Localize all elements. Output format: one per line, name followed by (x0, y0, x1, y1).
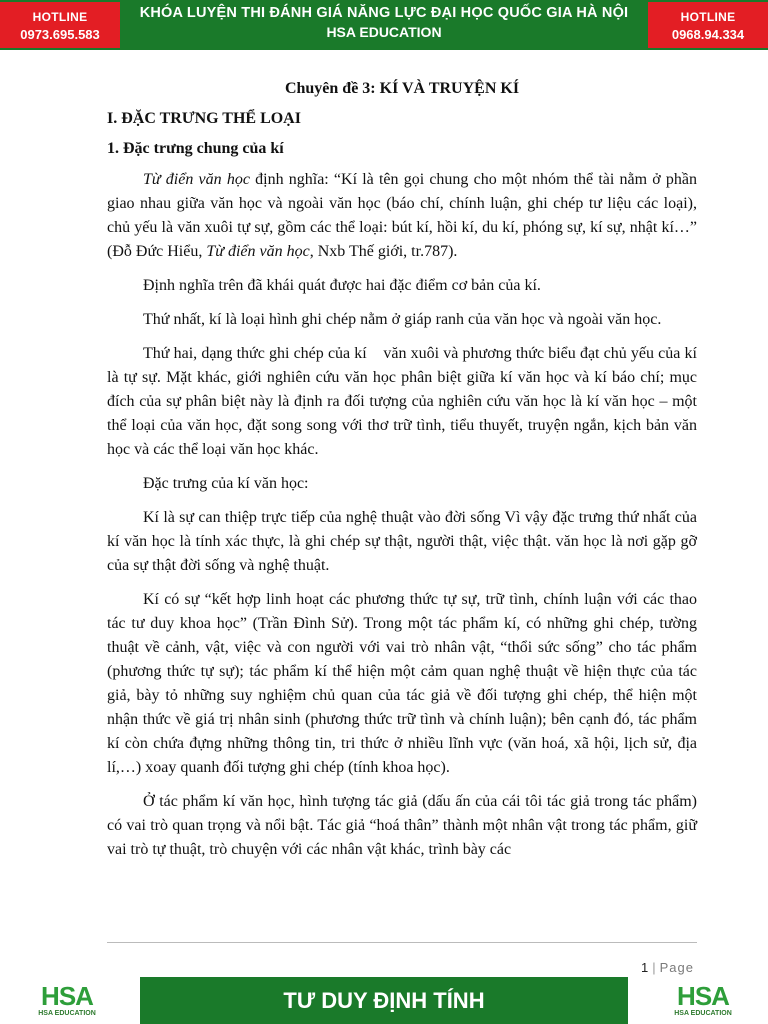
paragraph-2: Định nghĩa trên đã khái quát được hai đặc điểm cơ bản của kí. (143, 277, 541, 294)
logo-mark-right: HSA (677, 981, 729, 1011)
header-line1: KHÓA LUYỆN THI ĐÁNH GIÁ NĂNG LỰC ĐẠI HỌC QUỐC GIA HÀ NỘI (139, 5, 629, 21)
subsection-heading: 1. Đặc trưng chung của kí (107, 140, 284, 157)
p1-italic: Từ điển văn học (143, 171, 250, 188)
header-line2: HSA EDUCATION (326, 24, 442, 40)
hsa-logo-left (36, 982, 98, 1020)
paragraph-4: Thứ hai, dạng thức ghi chép của kí văn xuôi và phương thức biểu đạt chủ yếu của kí là tự sự. Mặt khác, giới nghiên cứu văn học phân biệt giữa kí văn học và kí báo chí; mục đích của sự phân biệt này là định ra đối tượng của nghiên cứu văn học là kí văn học – một thể loại của văn học, đặt song song với thơ trữ tình, tiểu thuyết, truyện ngắn, kịch bản văn học và các thể loại văn học khác. (107, 345, 701, 458)
hotline-left-phone: 0973.695.583 (20, 27, 100, 42)
hotline-left-label: HOTLINE (32, 10, 88, 24)
logo-sub-right: HSA EDUCATION (674, 1010, 732, 1017)
hotline-right (648, 2, 768, 48)
footer-divider (107, 942, 697, 943)
hotline-right-label: HOTLINE (680, 10, 736, 24)
logo-sub-left: HSA EDUCATION (38, 1010, 96, 1017)
paragraph-3: Thứ nhất, kí là loại hình ghi chép nằm ở giáp ranh của văn học và ngoài văn học. (143, 311, 662, 328)
page-separator: | (652, 960, 656, 975)
footer-banner: TƯ DUY ĐỊNH TÍNH (140, 977, 628, 1024)
p1-italic-2: Từ điển văn học (206, 243, 310, 260)
p1-text-2: , Nxb Thế giới, tr.787). (309, 243, 458, 260)
hotline-left (0, 2, 120, 48)
paragraph-8: Ở tác phẩm kí văn học, hình tượng tác giả (dấu ấn của cái tôi tác giả trong tác phẩm) có vai trò quan trọng và nổi bật. Tác giả “hoá thân” thành một nhân vật trong tác phẩm, giữ vai trò tự thuật, trò chuyện với các nhân vật khác, trình bày các (107, 793, 697, 858)
logo-mark-left: HSA (41, 981, 93, 1011)
paragraph-6: Kí là sự can thiệp trực tiếp của nghệ thuật vào đời sống Vì vậy đặc trưng thứ nhất của kí văn học là tính xác thực, là ghi chép sự thật, người thật, việc thật. văn học là nơi gặp gỡ của sự thật đời sống và nghệ thuật. (107, 509, 697, 574)
page-number (641, 960, 694, 975)
paragraph-5: Đặc trưng của kí văn học: (143, 475, 309, 492)
header-bar (0, 0, 768, 50)
paragraph-7: Kí có sự “kết hợp linh hoạt các phương thức tự sự, trữ tình, chính luận với các thao tác tư duy khoa học” (Trần Đình Sử). Trong một tác phẩm kí, có những ghi chép, tường thuật về cảnh, vật, việc và con người với vai trò nhân vật, “thổi sức sống” cho tác phẩm (phương thức tự sự); tác phẩm kí thể hiện một cảm quan nghệ thuật về hiện thực của tác giả, bày tỏ những suy nghiệm chủ quan của tác giả về đối tượng ghi chép, thể hiện một nhận thức về giá trị nhân sinh (phương thức trữ tình và chính luận); bên cạnh đó, tác phẩm kí còn chứa đựng những thông tin, tri thức ở nhiều lĩnh vực (văn hoá, xã hội, lịch sử, địa lí,…) xoay quanh đối tượng ghi chép (tính khoa học). (107, 591, 697, 776)
page-number-value: 1 (641, 960, 649, 975)
page-label: Page (659, 960, 694, 975)
p1-text: định nghĩa: “Kí là tên gọi chung cho một nhóm thể tài nằm ở phần giao nhau giữa văn học và ngoài văn học (báo chí, chính luận, ghi chép tư liệu các loại), chủ yếu là văn xuôi tự sự, gồm các thể loại: bút kí, hồi kí, du kí, phóng sự, kí sự, nhật kí…” (Đỗ Đức Hiểu, (107, 171, 698, 260)
section-heading: I. ĐẶC TRƯNG THỂ LOẠI (107, 110, 301, 127)
hotline-right-phone: 0968.94.334 (671, 27, 745, 42)
header-title (120, 0, 648, 50)
paragraph-1 (107, 168, 697, 264)
document-body (107, 72, 701, 872)
document-title: Chuyên đề 3: KÍ VÀ TRUYỆN KÍ (284, 80, 520, 97)
hsa-logo-right (672, 982, 734, 1020)
